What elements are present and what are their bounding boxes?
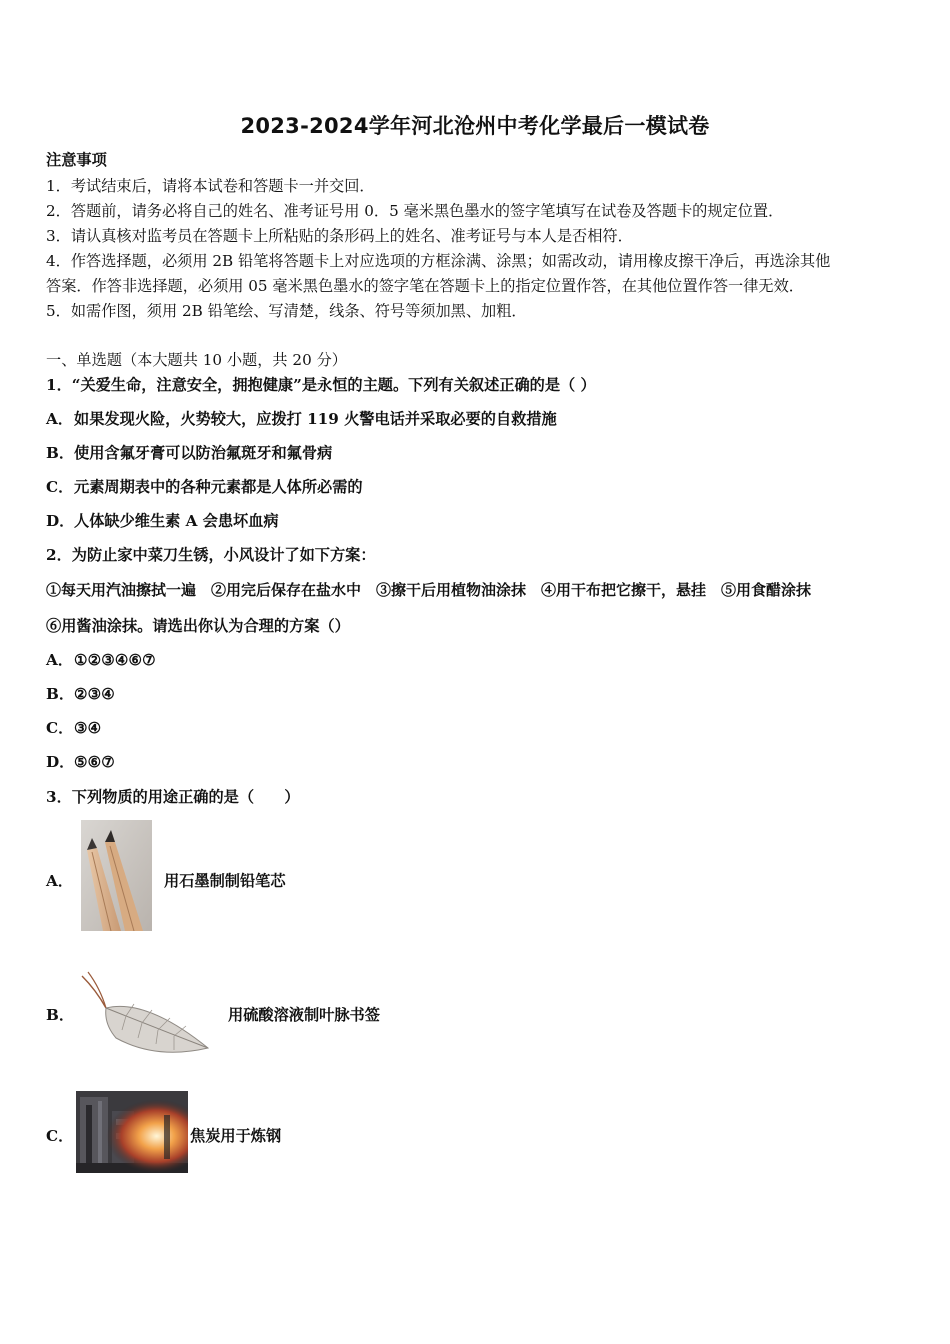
question-2-option-a[interactable] [46,650,156,670]
option-label: A． [46,410,73,428]
notice-item: 2．答题前，请务必将自己的姓名、准考证号用 0．5 毫米黑色墨水的签字笔填写在试卷及答题卡的规定位置． [46,202,784,220]
question-3-stem: 3．下列物质的用途正确的是（ ） [46,788,300,806]
question-3-option-b-label[interactable]: B． [46,1006,75,1024]
option-label: C． [46,478,74,496]
notice-item: 1．考试结束后，请将本试卷和答题卡一并交回． [46,177,375,195]
option-text: 人体缺少维生素 A 会患坏血病 [74,512,279,530]
option-text: ③④ [74,719,102,737]
question-2-option-d[interactable] [46,752,115,772]
question-3-option-c-label[interactable]: C． [46,1127,74,1145]
question-2-plans: ①每天用汽油擦拭一遍 ②用完后保存在盐水中 ③擦干后用植物油涂抹 ④用干布把它擦干，悬挂 ⑤用食醋涂抹 [46,581,812,599]
question-3-option-a-text: 用石墨制制铅笔芯 [164,872,286,890]
option-text: ①②③④⑥⑦ [74,651,156,669]
question-1-stem: 1．“关爱生命，注意安全，拥抱健康”是永恒的主题。下列有关叙述正确的是（ ） [46,376,596,394]
question-1-option-d[interactable] [46,511,279,531]
page-title: 2023-2024学年河北沧州中考化学最后一模试卷 [240,114,710,138]
question-3-option-a-label[interactable]: A． [46,872,73,890]
option-text: ⑤⑥⑦ [74,753,115,771]
steel-mill-photo [76,1091,188,1173]
section-heading: 一、单选题（本大题共 10 小题，共 20 分） [46,351,347,369]
question-2-plans-continued: ⑥用酱油涂抹。请选出你认为合理的方案（） [46,617,350,635]
option-text: 使用含氟牙膏可以防治氟斑牙和氟骨病 [74,444,333,462]
pencil-photo [81,820,152,931]
notice-item: 4．作答选择题，必须用 2B 铅笔将答题卡上对应选项的方框涂满、涂黑；如需改动，请用橡皮擦干净后，再选涂其他 [46,252,831,270]
question-1-option-a[interactable] [46,409,557,429]
option-label: A． [46,651,73,669]
option-text: 如果发现火险，火势较大，应拨打 119 火警电话并采取必要的自救措施 [74,410,557,428]
option-label: C． [46,719,74,737]
question-1-option-b[interactable] [46,443,332,463]
option-text: ②③④ [74,685,115,703]
option-text: 元素周期表中的各种元素都是人体所必需的 [74,478,363,496]
leaf-photo [76,968,216,1068]
notice-item: 5．如需作图，须用 2B 铅笔绘、写清楚，线条、符号等须加黑、加粗． [46,302,527,320]
notice-item: 答案．作答非选择题，必须用 05 毫米黑色墨水的签字笔在答题卡上的指定位置作答，在其他位置作答一律无效． [46,277,804,295]
question-2-option-b[interactable] [46,684,115,704]
question-3-option-b-text: 用硫酸溶液制叶脉书签 [228,1006,380,1024]
question-2-stem: 2．为防止家中菜刀生锈，小风设计了如下方案： [46,546,376,564]
notice-item: 3．请认真核对监考员在答题卡上所粘贴的条形码上的姓名、准考证号与本人是否相符． [46,227,633,245]
option-label: D． [46,512,75,530]
question-1-option-c[interactable] [46,477,363,497]
notice-heading: 注意事项 [46,151,107,169]
option-label: D． [46,753,75,771]
option-label: B． [46,685,75,703]
option-label: B． [46,444,75,462]
question-2-option-c[interactable] [46,718,101,738]
question-3-option-c-text: 焦炭用于炼钢 [190,1127,282,1145]
